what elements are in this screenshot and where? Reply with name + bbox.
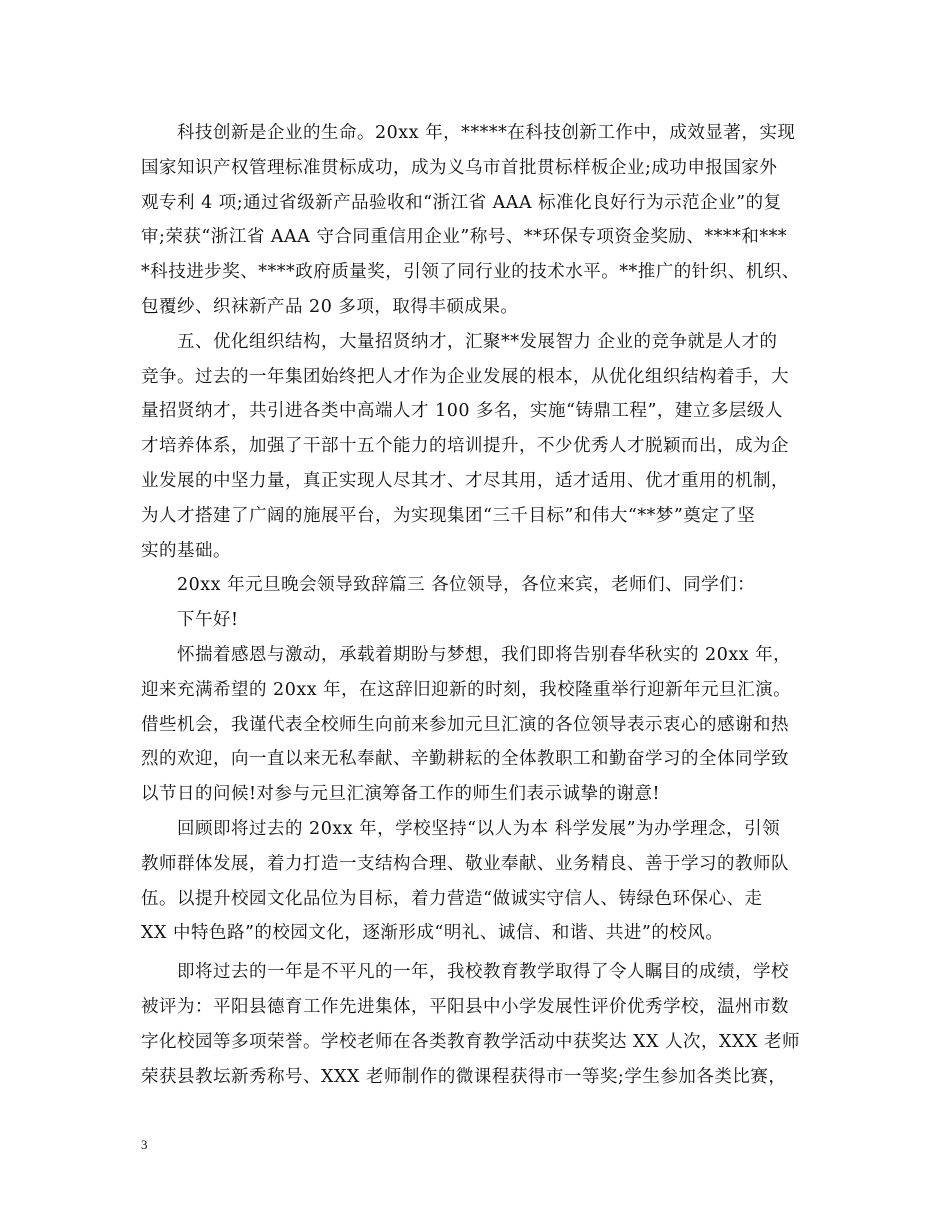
text-line: 观专利 4 项;通过省级新产品验收和“浙江省 AAA 标准化良好行为示范企业”的复 [141, 192, 782, 213]
text-line: *科技进步奖、****政府质量奖，引领了同行业的技术水平。**推广的针织、机织、 [141, 262, 800, 283]
text-line: 业发展的中坚力量，真正实现人尽其才、才尽其用，适才适用、优才重用的机制， [141, 470, 789, 491]
text-line: 量招贤纳才，共引进各类中高端人才 100 多名，实施“铸鼎工程”，建立多层级人 [141, 401, 783, 422]
page-number: 3 [141, 1137, 148, 1152]
text-line: 五、优化组织结构，大量招贤纳才，汇聚**发展智力 企业的竞争就是人才的 [177, 331, 778, 352]
text-line: 伍。以提升校园文化品位为目标，着力营造“做诚实守信人、铸绿色环保心、走 [141, 888, 763, 909]
section-heading-line: 20xx 年元旦晚会领导致辞篇三 各位领导，各位来宾，老师们、同学们： [177, 575, 756, 596]
text-line: 教师群体发展，着力打造一支结构合理、敬业奉献、业务精良、善于学习的教师队 [141, 853, 789, 874]
text-line: 竞争。过去的一年集团始终把人才作为企业发展的根本，从优化组织结构着手，大 [141, 366, 789, 387]
text-line: 迎来充满希望的 20xx 年，在这辞旧迎新的时刻，我校隆重举行迎新年元旦汇演。 [141, 679, 792, 700]
body-text [141, 116, 821, 1094]
text-line: 被评为：平阳县德育工作先进集体，平阳县中小学发展性评价优秀学校，温州市数 [141, 996, 789, 1017]
text-line: 以节日的问候!对参与元旦汇演筹备工作的师生们表示诚挚的谢意! [141, 784, 661, 805]
text-line: 怀揣着感恩与激动，承载着期盼与梦想，我们即将告别春华秋实的 20xx 年， [177, 644, 792, 665]
text-line: 国家知识产权管理标准贯标成功，成为义乌市首批贯标样板企业;成功申报国家外 [141, 157, 778, 178]
text-line: 字化校园等多项荣誉。学校老师在各类教育教学活动中获奖达 XX 人次，XXX 老师 [141, 1031, 800, 1052]
text-line: 包覆纱、织袜新产品 20 多项，取得丰硕成果。 [141, 296, 519, 317]
text-line: 科技创新是企业的生命。20xx 年，*****在科技创新工作中，成效显著，实现 [177, 123, 796, 143]
text-line: 实的基础。 [141, 540, 231, 561]
text-line: 审;荣获“浙江省 AAA 守合同重信用企业”称号、**环保专项资金奖励、****和*** [141, 227, 788, 248]
text-line: 才培养体系，加强了干部十五个能力的培训提升，不少优秀人才脱颖而出，成为企 [141, 436, 789, 457]
greeting-line: 下午好! [177, 610, 239, 631]
text-line: XX 中特色路”的校园文化，逐渐形成“明礼、诚信、和谐、共进”的校风。 [141, 923, 724, 944]
text-line: 借些机会，我谨代表全校师生向前来参加元旦汇演的各位领导表示衷心的感谢和热 [141, 714, 789, 735]
text-line: 荣获县教坛新秀称号、XXX 老师制作的微课程获得市一等奖;学生参加各类比赛， [141, 1066, 787, 1087]
text-line: 回顾即将过去的 20xx 年，学校坚持“以人为本 科学发展”为办学理念，引领 [177, 818, 781, 839]
text-line: 烈的欢迎，向一直以来无私奉献、辛勤耕耘的全体教职工和勤奋学习的全体同学致 [141, 749, 789, 770]
text-line: 即将过去的一年是不平凡的一年，我校教育教学取得了令人瞩目的成绩，学校 [177, 962, 789, 983]
text-line: 为人才搭建了广阔的施展平台，为实现集团“三千目标”和伟大“**梦”奠定了坚 [141, 505, 756, 526]
